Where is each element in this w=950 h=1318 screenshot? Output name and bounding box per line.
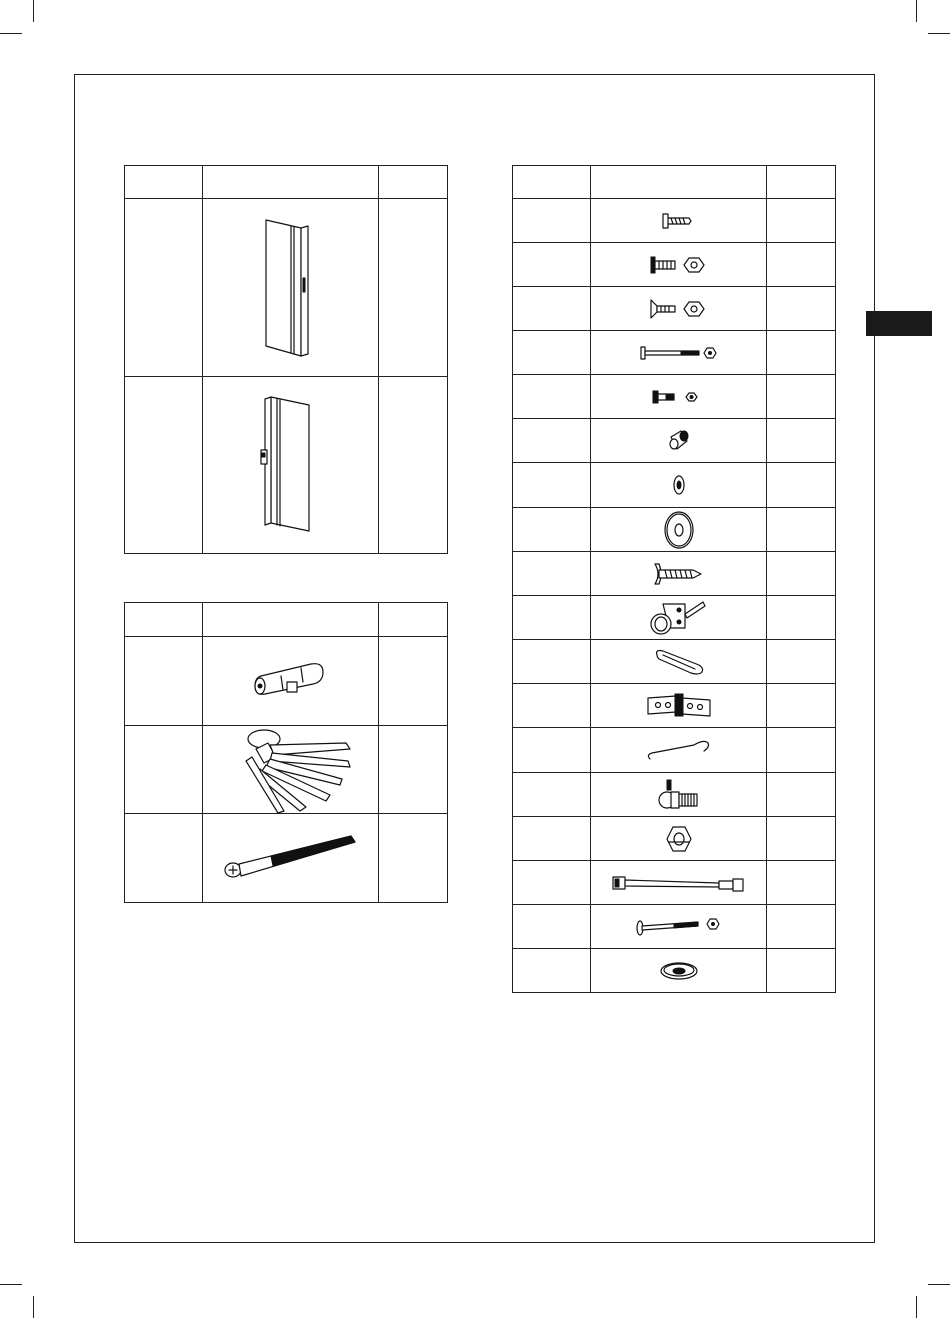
cell-qty bbox=[767, 817, 836, 861]
header-cell-part bbox=[203, 603, 379, 637]
section-tab-marker bbox=[866, 311, 932, 336]
cell-qty bbox=[767, 949, 836, 993]
small-washer-icon bbox=[669, 473, 689, 497]
table-row bbox=[125, 814, 448, 903]
cell-image bbox=[591, 640, 767, 684]
cell-id bbox=[513, 243, 591, 287]
cell-image bbox=[591, 508, 767, 552]
table-row bbox=[513, 596, 836, 640]
cell-id bbox=[125, 726, 203, 814]
cell-qty bbox=[767, 419, 836, 463]
long-bolt-with-nut-2-icon bbox=[634, 916, 724, 938]
cell-qty bbox=[767, 375, 836, 419]
cell-image bbox=[591, 596, 767, 640]
cell-image bbox=[591, 552, 767, 596]
header-cell-qty bbox=[379, 166, 448, 199]
cell-image bbox=[203, 199, 379, 377]
cell-image bbox=[591, 375, 767, 419]
header-cell-qty bbox=[767, 166, 836, 199]
cell-qty bbox=[767, 508, 836, 552]
cell-id bbox=[513, 905, 591, 949]
cell-qty bbox=[767, 684, 836, 728]
cell-image bbox=[203, 637, 379, 726]
cell-image bbox=[591, 199, 767, 243]
gas-strut-icon bbox=[609, 871, 749, 895]
long-countersunk-screw-icon bbox=[221, 834, 361, 882]
cell-qty bbox=[767, 640, 836, 684]
cell-image bbox=[591, 463, 767, 508]
cell-id bbox=[513, 463, 591, 508]
table-row bbox=[513, 949, 836, 993]
cell-image bbox=[591, 287, 767, 331]
crop-mark bbox=[0, 1284, 22, 1285]
hex-nut-icon bbox=[665, 824, 693, 854]
small-pan-head-screw-icon bbox=[659, 211, 699, 231]
cell-id bbox=[513, 375, 591, 419]
cell-id bbox=[513, 199, 591, 243]
flat-washer-icon bbox=[657, 960, 701, 982]
long-bolt-with-nut-icon bbox=[637, 343, 721, 363]
cell-qty bbox=[767, 905, 836, 949]
table-row bbox=[513, 463, 836, 508]
hinge-icon bbox=[646, 692, 712, 720]
cell-qty bbox=[379, 637, 448, 726]
cell-id bbox=[513, 552, 591, 596]
ball-stud-icon bbox=[657, 776, 701, 814]
cell-id bbox=[125, 814, 203, 903]
cell-id bbox=[513, 640, 591, 684]
crop-mark bbox=[916, 0, 917, 22]
spacer-sleeve-icon bbox=[667, 429, 691, 453]
table-row bbox=[513, 552, 836, 596]
cell-qty bbox=[767, 596, 836, 640]
lock-cylinder-icon bbox=[251, 656, 331, 706]
table-row bbox=[513, 331, 836, 375]
table-row bbox=[513, 861, 836, 905]
cell-image bbox=[203, 814, 379, 903]
cell-qty bbox=[767, 331, 836, 375]
header-cell-part bbox=[591, 166, 767, 199]
table-row bbox=[513, 640, 836, 684]
crop-mark bbox=[928, 33, 950, 34]
table-row bbox=[513, 817, 836, 861]
table-row bbox=[513, 199, 836, 243]
table-row bbox=[513, 905, 836, 949]
cell-image bbox=[591, 728, 767, 773]
cell-id bbox=[513, 508, 591, 552]
cell-image bbox=[591, 773, 767, 817]
cell-image bbox=[591, 684, 767, 728]
door-panel-plain-icon bbox=[261, 218, 321, 358]
cell-qty bbox=[379, 377, 448, 554]
table-header-row bbox=[125, 603, 448, 637]
cell-id bbox=[125, 199, 203, 377]
header-cell-qty bbox=[379, 603, 448, 637]
door-panel-lock-icon bbox=[261, 395, 321, 535]
crop-mark bbox=[33, 1296, 34, 1318]
cell-image bbox=[203, 377, 379, 554]
cell-qty bbox=[767, 728, 836, 773]
header-cell-id bbox=[125, 603, 203, 637]
flange-wood-screw-icon bbox=[651, 560, 707, 588]
door-panels-table bbox=[124, 165, 448, 554]
cell-qty bbox=[379, 814, 448, 903]
crop-mark bbox=[916, 1296, 917, 1318]
fasteners-table bbox=[512, 165, 836, 993]
cell-qty bbox=[379, 199, 448, 377]
cell-id bbox=[513, 949, 591, 993]
cell-qty bbox=[767, 243, 836, 287]
cell-id bbox=[513, 817, 591, 861]
cell-image bbox=[203, 726, 379, 814]
table-row bbox=[513, 243, 836, 287]
crop-mark bbox=[0, 33, 22, 34]
header-cell-id bbox=[513, 166, 591, 199]
cell-id bbox=[513, 861, 591, 905]
large-washer-icon bbox=[661, 510, 697, 550]
bolt-with-nut-icon bbox=[647, 254, 711, 276]
cell-qty bbox=[767, 861, 836, 905]
wire-hook-icon bbox=[644, 735, 714, 765]
table-row bbox=[125, 199, 448, 377]
cell-id bbox=[125, 637, 203, 726]
cell-id bbox=[513, 684, 591, 728]
cell-image bbox=[591, 861, 767, 905]
door-stop-bracket-icon bbox=[649, 598, 709, 638]
table-row bbox=[513, 419, 836, 463]
cell-qty bbox=[379, 726, 448, 814]
cell-image bbox=[591, 905, 767, 949]
header-cell-part bbox=[203, 166, 379, 199]
cell-qty bbox=[767, 552, 836, 596]
table-row bbox=[513, 508, 836, 552]
cell-id bbox=[513, 287, 591, 331]
cell-id bbox=[513, 596, 591, 640]
lock-hardware-table bbox=[124, 602, 448, 903]
cell-image bbox=[591, 817, 767, 861]
table-row bbox=[125, 377, 448, 554]
short-bolt-with-nut-icon bbox=[649, 387, 709, 407]
cell-qty bbox=[767, 773, 836, 817]
cell-qty bbox=[767, 199, 836, 243]
table-row bbox=[125, 637, 448, 726]
table-row bbox=[513, 773, 836, 817]
countersunk-bolt-with-nut-icon bbox=[647, 298, 711, 320]
table-row bbox=[513, 684, 836, 728]
slot-ring-icon bbox=[651, 647, 707, 677]
cell-image bbox=[591, 331, 767, 375]
table-header-row bbox=[125, 166, 448, 199]
crop-mark bbox=[33, 0, 34, 22]
cell-id bbox=[513, 331, 591, 375]
cell-image bbox=[591, 243, 767, 287]
table-row bbox=[513, 375, 836, 419]
cell-id bbox=[513, 773, 591, 817]
crop-mark bbox=[928, 1284, 950, 1285]
table-row bbox=[513, 728, 836, 773]
header-cell-id bbox=[125, 166, 203, 199]
cell-id bbox=[513, 419, 591, 463]
cell-id bbox=[125, 377, 203, 554]
cell-qty bbox=[767, 463, 836, 508]
table-row bbox=[125, 726, 448, 814]
table-header-row bbox=[513, 166, 836, 199]
cell-qty bbox=[767, 287, 836, 331]
cell-image bbox=[591, 419, 767, 463]
cell-image bbox=[591, 949, 767, 993]
table-row bbox=[513, 287, 836, 331]
cell-id bbox=[513, 728, 591, 773]
key-set-icon bbox=[226, 727, 356, 813]
